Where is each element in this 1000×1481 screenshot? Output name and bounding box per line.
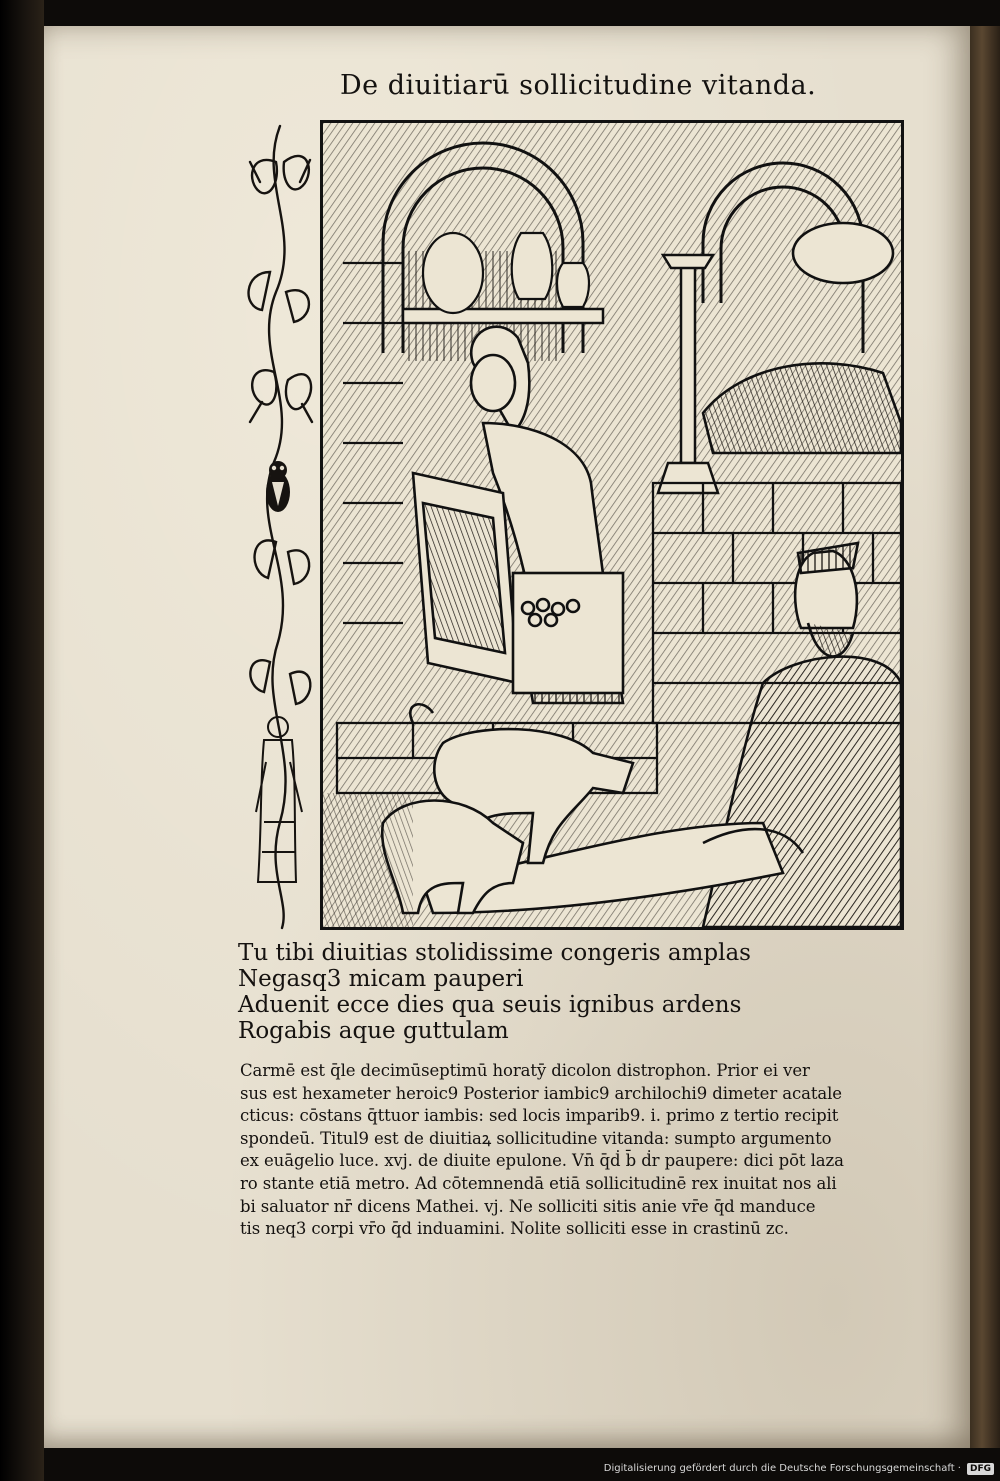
verse-line: Rogabis aque guttulam <box>238 1018 509 1044</box>
scan-background <box>0 0 44 1481</box>
commentary-line: ex euāgelio luce. xvj. de diuite epulone. Vn̄ q̄ḋ b̄ ḋr paupere: dici pōt laza <box>240 1151 844 1171</box>
commentary-line: Carmē est q̄le decimūseptimū horatȳ dicolon distrophon. Prior ei ver <box>240 1061 810 1080</box>
commentary-line: sus est hexameter heroic9 Posterior iambic9 archilochi9 dimeter acatale <box>240 1083 842 1103</box>
commentary-line: spondeū. Titul9 est de diuitiaꝝ sollicitudine vitanda: sumpto argumento <box>240 1128 832 1148</box>
verse-block <box>238 940 928 1044</box>
digitization-footer <box>603 1456 1000 1481</box>
verse-line: Negasq3 micam pauperi <box>238 966 524 992</box>
verse-line: Tu tibi diuitias stolidissime congeris amplas <box>238 940 751 966</box>
commentary-line: cticus: cōstans q̄ttuor iambis: sed locis imparib9. i. primo z tertio recipit <box>240 1106 839 1126</box>
woodcut-illustration <box>320 120 904 930</box>
commentary-line: bi saluator nr̄ dicens Mathei. vj. Ne solliciti sitis anie vr̄e q̄d manduce <box>240 1196 816 1216</box>
footer-credit: Digitalisierung gefördert durch die Deutsche Forschungsgemeinschaft · <box>603 1463 961 1474</box>
commentary-line: tis neq3 corpi vr̄o q̄d induamini. Nolite solliciti esse in crastinū zc. <box>240 1219 789 1239</box>
dfg-logo: DFG <box>967 1463 994 1475</box>
commentary-block <box>240 1060 916 1241</box>
commentary-line: ro stante etiā metro. Ad cōtemnendā etiā sollicitudinē rex inuitat nos ali <box>240 1173 837 1193</box>
verse-line: Aduenit ecce dies qua seuis ignibus ardens <box>238 992 742 1018</box>
page-edge-shadow <box>970 26 1000 1448</box>
running-title: De diuitiarū sollicitudine vitanda. <box>340 70 817 101</box>
decorative-vine-border <box>240 122 318 930</box>
